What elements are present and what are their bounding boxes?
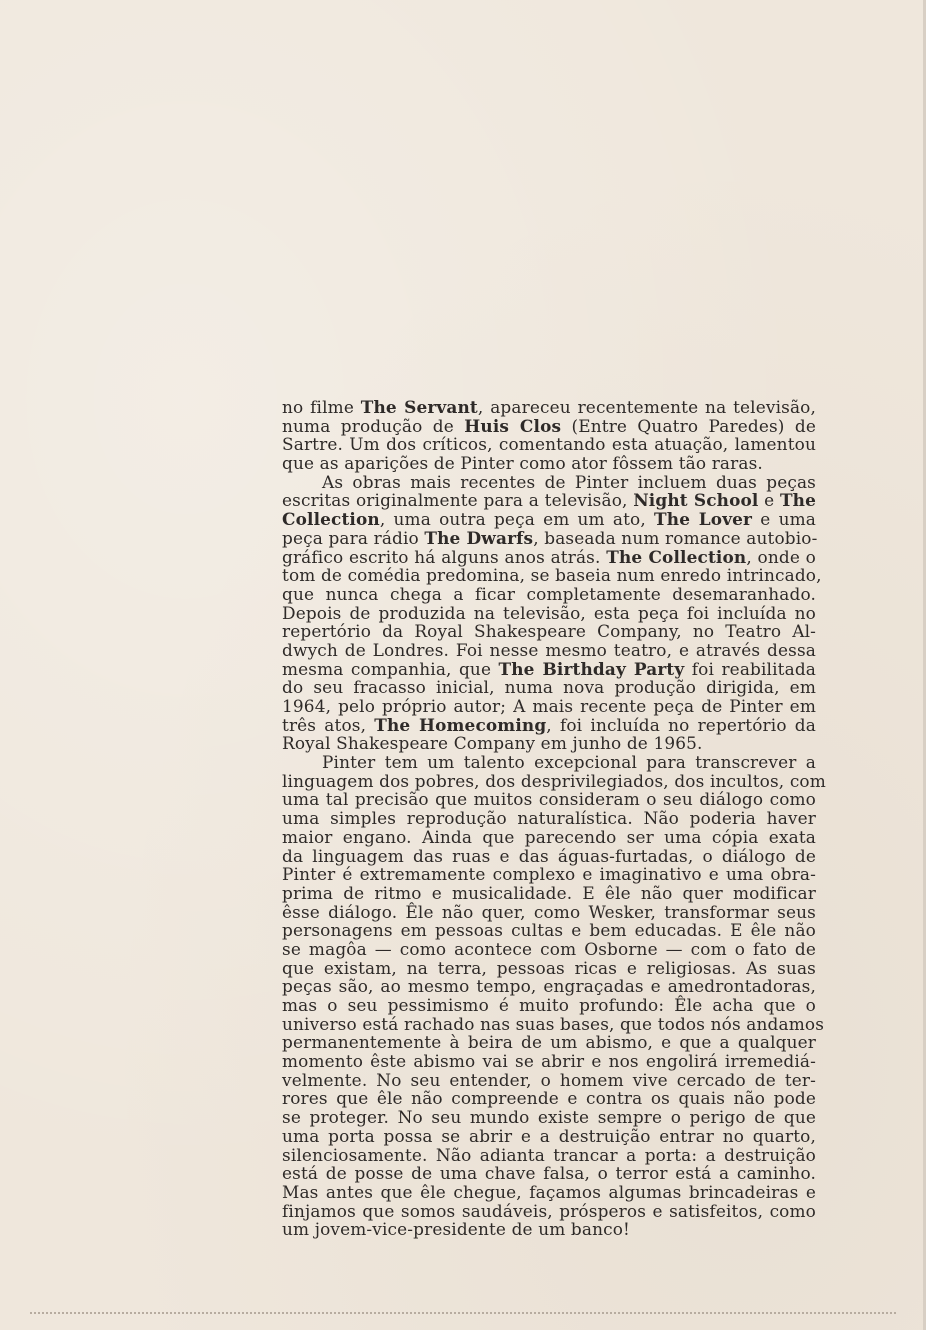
text-line xyxy=(282,865,816,884)
text-line xyxy=(282,828,816,847)
text-run: mas o seu pessimismo é muito profundo: Êle acha que o xyxy=(282,995,816,1015)
text-run: Pinter tem um talento excepcional para transcrever a xyxy=(322,752,816,773)
text-line xyxy=(282,1183,816,1202)
paragraph xyxy=(282,471,822,754)
text-line xyxy=(282,1052,816,1071)
text-run: , uma outra peça em um ato, xyxy=(379,509,655,530)
text-line xyxy=(282,884,816,903)
work-title: The xyxy=(779,490,816,511)
text-run: Royal Shakespeare Company em junho de 1965. xyxy=(282,733,703,754)
text-run: repertório da Royal Shakespeare Company, no Teatro Al- xyxy=(282,621,816,642)
text-line xyxy=(282,678,816,697)
text-line xyxy=(282,1146,816,1165)
work-title: The Birthday Party xyxy=(498,658,685,679)
text-line xyxy=(282,1089,816,1108)
text-run: Pinter é extremamente complexo e imaginativo e uma obra- xyxy=(282,864,816,885)
text-run: escritas originalmente para a televisão, xyxy=(282,490,634,511)
text-run: um jovem-vice-presidente de um banco! xyxy=(282,1219,630,1240)
text-run: Sartre. Um dos críticos, comentando esta atuação, lamentou xyxy=(282,434,816,455)
text-line xyxy=(282,454,816,473)
text-line xyxy=(282,770,826,791)
text-line xyxy=(282,847,816,866)
text-line xyxy=(282,734,816,753)
text-run: que existam, na terra, pessoas ricas e religiosas. As suas xyxy=(282,957,816,978)
text-run: se proteger. No seu mundo existe sempre o perigo de que xyxy=(282,1107,816,1128)
paragraph xyxy=(282,752,826,1240)
text-run: que as aparições de Pinter como ator fôssem tão raras. xyxy=(282,453,763,474)
text-line xyxy=(282,565,822,586)
text-run: (Entre Quatro Paredes) de xyxy=(561,415,816,436)
text-line xyxy=(282,398,816,417)
text-line xyxy=(282,977,816,996)
text-line xyxy=(282,660,816,679)
text-run: Mas antes que êle chegue, façamos algumas brincadeiras e xyxy=(282,1181,816,1202)
text-line xyxy=(282,959,816,978)
text-line xyxy=(282,790,816,809)
text-line xyxy=(282,417,816,436)
work-title: The Lover xyxy=(654,509,753,530)
paragraph xyxy=(282,398,816,473)
text-line xyxy=(282,473,816,492)
text-run: rores que êle não compreende e contra os quais não pode xyxy=(282,1088,816,1109)
text-run: da linguagem das ruas e das águas-furtadas, o diálogo de xyxy=(282,845,816,866)
text-line xyxy=(282,996,816,1015)
text-line xyxy=(282,1164,816,1183)
text-run: , apareceu recentemente na televisão, xyxy=(477,397,816,417)
text-run: maior engano. Ainda que parecendo ser uma cópia exata xyxy=(282,826,816,847)
text-line xyxy=(282,491,816,510)
text-run: , onde o xyxy=(746,546,816,567)
text-run: personagens em pessoas cultas e bem educadas. E êle não xyxy=(282,920,816,941)
text-run: uma tal precisão que muitos consideram o seu diálogo como xyxy=(282,789,816,810)
text-line xyxy=(282,548,816,567)
work-title: The Servant xyxy=(360,397,478,417)
work-title: The Homecoming xyxy=(374,714,547,735)
text-run: 1964, pelo próprio autor; A mais recente peça de Pinter em xyxy=(282,696,816,716)
text-run: , baseada num romance autobio- xyxy=(533,527,818,548)
text-line xyxy=(282,1108,816,1127)
text-run: linguagem dos pobres, dos desprivilegiados, dos incultos, com xyxy=(282,770,826,791)
text-run: do seu fracasso inicial, numa nova produção dirigida, em xyxy=(282,677,816,698)
text-run: numa produção de xyxy=(282,415,465,436)
text-line xyxy=(282,585,816,604)
text-run: silenciosamente. Não adianta trancar a porta: a destruição xyxy=(282,1144,816,1165)
text-run: Depois de produzida na televisão, esta peça foi incluída no xyxy=(282,602,816,623)
text-line xyxy=(282,697,816,716)
text-run: e uma xyxy=(752,509,816,530)
text-run: As obras mais recentes de Pinter incluem duas peças xyxy=(322,471,816,492)
text-run: no filme xyxy=(282,397,361,417)
work-title: The Dwarfs xyxy=(424,527,534,548)
text-line xyxy=(282,1127,816,1146)
text-line xyxy=(282,940,816,959)
text-run: dwych de Londres. Foi nesse mesmo teatro, e através dessa xyxy=(282,639,816,660)
bottom-dotted-rule xyxy=(30,1312,896,1314)
text-line xyxy=(282,435,816,454)
text-run: que nunca chega a ficar completamente desemaranhado. xyxy=(282,583,816,604)
text-line xyxy=(282,604,816,623)
text-run: e xyxy=(758,490,780,511)
text-run: três atos, xyxy=(282,714,375,735)
text-run: uma simples reprodução naturalística. Não poderia haver xyxy=(282,808,816,829)
text-run: êsse diálogo. Êle não quer, como Wesker, transformar seus xyxy=(282,901,816,922)
work-title: Night School xyxy=(633,490,759,511)
text-run: tom de comédia predomina, se baseia num enredo intrincado, xyxy=(282,565,822,586)
text-run: universo está rachado nas suas bases, que todos nós andamos xyxy=(282,1013,825,1034)
text-line xyxy=(282,1220,816,1239)
text-run: prima de ritmo e musicalidade. E êle não quer modificar xyxy=(282,882,816,903)
text-run: permanentemente à beira de um abismo, e que a qualquer xyxy=(282,1032,816,1053)
work-title: Huis Clos xyxy=(464,415,562,436)
text-line xyxy=(282,809,816,828)
text-run: se magôa — como acontece com Osborne — com o fato de xyxy=(282,938,816,959)
text-line xyxy=(282,1013,825,1034)
work-title: The Collection xyxy=(606,546,747,567)
article-body xyxy=(282,397,826,1240)
text-run: velmente. No seu entender, o homem vive cercado de ter- xyxy=(282,1069,816,1090)
work-title: Collection xyxy=(282,509,380,530)
text-line xyxy=(282,921,816,940)
text-line xyxy=(282,641,816,660)
text-line xyxy=(282,1071,816,1090)
text-run: peça para rádio xyxy=(282,527,425,548)
text-run: gráfico escrito há alguns anos atrás. xyxy=(282,546,607,567)
text-line xyxy=(282,1202,816,1221)
text-line xyxy=(282,1033,816,1052)
text-run: , foi incluída no repertório da xyxy=(546,714,816,735)
text-run: finjamos que somos saudáveis, prósperos e satisfeitos, como xyxy=(282,1200,816,1221)
text-run: está de posse de uma chave falsa, o terror está a caminho. xyxy=(282,1163,816,1184)
text-line xyxy=(282,529,816,548)
text-run: momento êste abismo vai se abrir e nos engolirá irremediá- xyxy=(282,1051,816,1072)
text-run: mesma companhia, que xyxy=(282,658,499,679)
text-line xyxy=(282,510,816,529)
text-line xyxy=(282,622,816,641)
text-line xyxy=(282,716,816,735)
text-line xyxy=(282,753,816,772)
text-run: uma porta possa se abrir e a destruição entrar no quarto, xyxy=(282,1125,816,1146)
text-line xyxy=(282,903,816,922)
text-run: peças são, ao mesmo tempo, engraçadas e amedrontadoras, xyxy=(282,976,816,997)
text-run: foi reabilitada xyxy=(684,658,816,679)
